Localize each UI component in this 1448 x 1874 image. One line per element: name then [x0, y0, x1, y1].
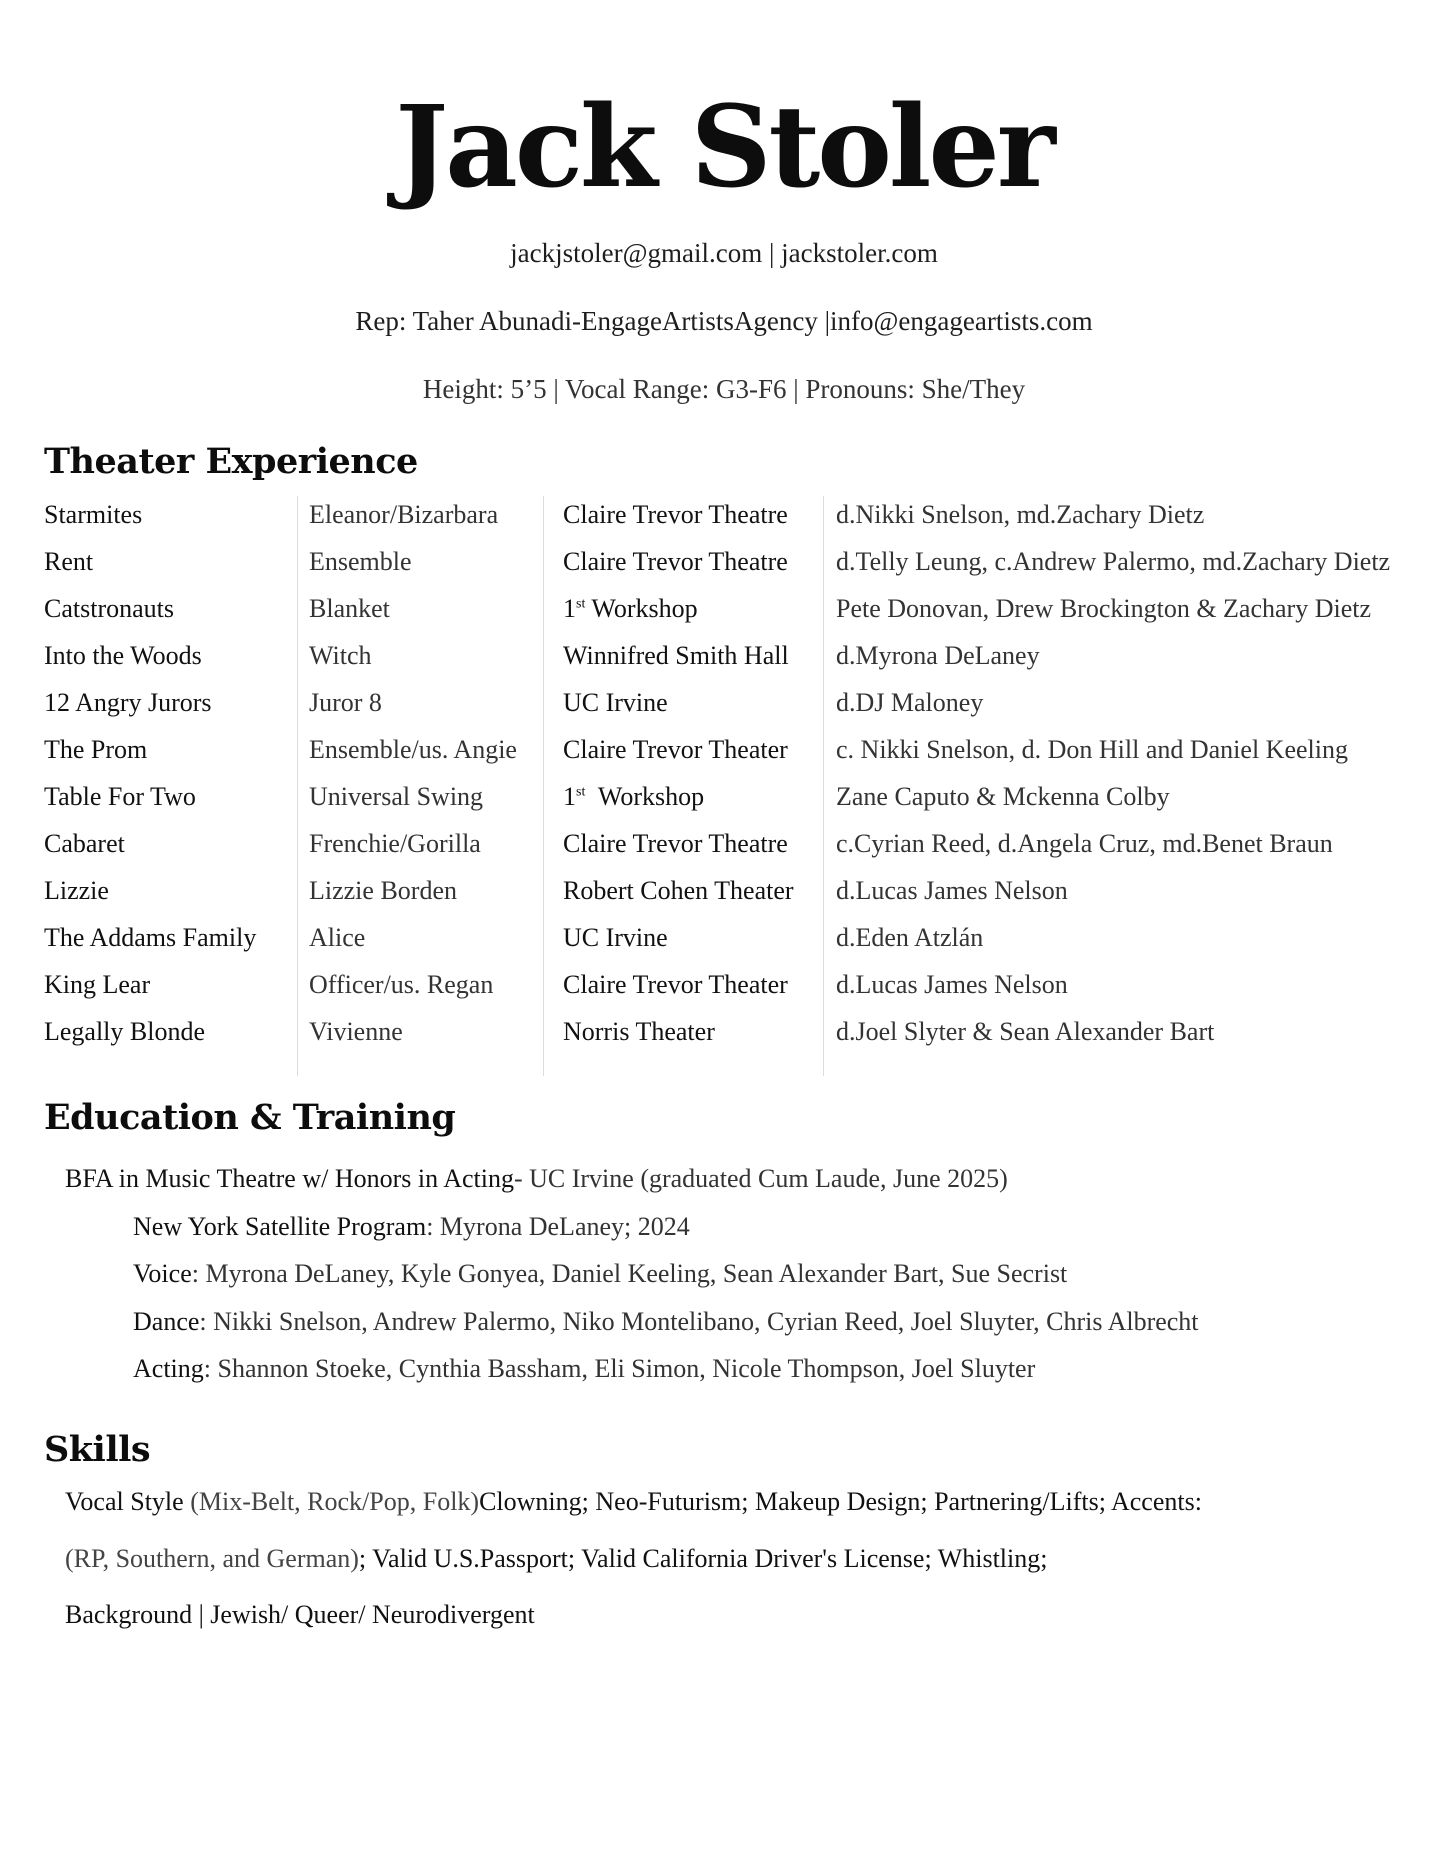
- skills-line: [65, 1489, 1202, 1515]
- training-label: Voice: [133, 1259, 192, 1288]
- creative-team: Zane Caputo & Mckenna Colby: [836, 782, 1170, 811]
- creative-team: d.Lucas James Nelson: [836, 876, 1068, 905]
- degree-label: BFA in Music Theatre w/ Honors in Acting: [65, 1164, 514, 1193]
- training-item: [133, 1261, 1067, 1287]
- role: Alice: [309, 923, 366, 952]
- venue-ordinal-suffix: st: [576, 784, 586, 800]
- table-row: [44, 731, 1434, 778]
- venue: UC Irvine: [563, 923, 668, 952]
- venue: Claire Trevor Theatre: [563, 547, 788, 576]
- venue: Robert Cohen Theater: [563, 876, 794, 905]
- table-row: [44, 637, 1434, 684]
- training-item: [133, 1356, 1035, 1382]
- creative-team: d.Nikki Snelson, md.Zachary Dietz: [836, 500, 1205, 529]
- table-row: [44, 919, 1434, 966]
- venue: Winnifred Smith Hall: [563, 641, 789, 670]
- show-title: Legally Blonde: [44, 1017, 206, 1046]
- venue: Claire Trevor Theater: [563, 970, 788, 999]
- skills-text: ; Valid U.S.Passport; Valid California Driver's License; Whistling;: [358, 1544, 1048, 1573]
- show-title: Into the Woods: [44, 641, 202, 670]
- creative-team: d.DJ Maloney: [836, 688, 984, 717]
- role: Lizzie Borden: [309, 876, 457, 905]
- creative-team: d.Joel Slyter & Sean Alexander Bart: [836, 1017, 1215, 1046]
- show-title: The Addams Family: [44, 923, 257, 952]
- show-title: Rent: [44, 547, 94, 576]
- venue-name: Workshop: [585, 782, 705, 811]
- table-row: [44, 778, 1434, 825]
- show-title: Starmites: [44, 500, 143, 529]
- role: Juror 8: [309, 688, 382, 717]
- table-row: [44, 966, 1434, 1013]
- venue: Norris Theater: [563, 1017, 715, 1046]
- venue: [563, 784, 704, 810]
- show-title: The Prom: [44, 735, 148, 764]
- venue-ordinal: 1: [563, 594, 576, 623]
- stats-line: Height: 5’5 | Vocal Range: G3-F6 | Pronouns: She/They: [422, 374, 1026, 404]
- training-text: : Shannon Stoeke, Cynthia Bassham, Eli Simon, Nicole Thompson, Joel Sluyter: [203, 1354, 1036, 1383]
- section-title-theater: Theater Experience: [44, 441, 418, 482]
- training-label: Dance: [133, 1307, 200, 1336]
- creative-team: c. Nikki Snelson, d. Don Hill and Daniel Keeling: [836, 735, 1348, 764]
- show-title: Lizzie: [44, 876, 109, 905]
- creative-team: d.Lucas James Nelson: [836, 970, 1068, 999]
- show-title: King Lear: [44, 970, 151, 999]
- degree-line: [65, 1166, 1008, 1192]
- rep-line: Rep: Taher Abunadi-EngageArtistsAgency |info@engageartists.com: [355, 306, 1093, 336]
- table-row: [44, 590, 1434, 637]
- skills-detail: (Mix-Belt, Rock/Pop, Folk): [183, 1487, 480, 1516]
- venue: Claire Trevor Theatre: [563, 829, 788, 858]
- venue: UC Irvine: [563, 688, 668, 717]
- creative-team: Pete Donovan, Drew Brockington & Zachary Dietz: [836, 594, 1372, 623]
- skills-line: [65, 1546, 1047, 1572]
- venue-ordinal-suffix: st: [576, 596, 586, 612]
- section-title-skills: Skills: [44, 1429, 151, 1470]
- table-row: [44, 496, 1434, 543]
- role: Witch: [309, 641, 372, 670]
- role: Ensemble/us. Angie: [309, 735, 517, 764]
- background-line: Background | Jewish/ Queer/ Neurodivergent: [65, 1600, 535, 1629]
- table-row: [44, 684, 1434, 731]
- skills-text: Clowning; Neo-Futurism; Makeup Design; Partnering/Lifts; Accents:: [479, 1487, 1202, 1516]
- venue-ordinal: 1: [563, 782, 576, 811]
- page-title: Jack Stoler: [395, 82, 1053, 213]
- creative-team: c.Cyrian Reed, d.Angela Cruz, md.Benet Braun: [836, 829, 1333, 858]
- table-row: [44, 872, 1434, 919]
- creative-team: d.Telly Leung, c.Andrew Palermo, md.Zachary Dietz: [836, 547, 1391, 576]
- show-title: Cabaret: [44, 829, 125, 858]
- table-row: [44, 543, 1434, 590]
- show-title: 12 Angry Jurors: [44, 688, 212, 717]
- training-item: [133, 1214, 690, 1240]
- show-title: Catstronauts: [44, 594, 174, 623]
- skills-label: Vocal Style: [65, 1487, 184, 1516]
- table-row: [44, 825, 1434, 872]
- role: Ensemble: [309, 547, 412, 576]
- role: Frenchie/Gorilla: [309, 829, 481, 858]
- role: Eleanor/Bizarbara: [309, 500, 499, 529]
- creative-team: d.Eden Atzlán: [836, 923, 984, 952]
- role: Universal Swing: [309, 782, 484, 811]
- degree-detail: - UC Irvine (graduated Cum Laude, June 2025): [513, 1164, 1008, 1193]
- training-item: [133, 1309, 1199, 1335]
- show-title: Table For Two: [44, 782, 196, 811]
- email-link[interactable]: jackjstoler@gmail.com: [510, 238, 763, 268]
- creative-team: d.Myrona DeLaney: [836, 641, 1040, 670]
- venue: Claire Trevor Theater: [563, 735, 788, 764]
- section-title-education: Education & Training: [44, 1097, 456, 1138]
- training-label: New York Satellite Program: [133, 1212, 427, 1241]
- role: Officer/us. Regan: [309, 970, 494, 999]
- role: Blanket: [309, 594, 390, 623]
- venue: [563, 596, 698, 622]
- training-text: : Myrona DeLaney; 2024: [426, 1212, 690, 1241]
- contact-separator: |: [768, 238, 775, 268]
- venue: Claire Trevor Theatre: [563, 500, 788, 529]
- role: Vivienne: [309, 1017, 403, 1046]
- table-row: [44, 1013, 1434, 1060]
- venue-name: Workshop: [585, 594, 698, 623]
- skills-detail: (RP, Southern, and German): [65, 1544, 359, 1573]
- website-link[interactable]: jackstoler.com: [781, 238, 938, 268]
- contact-line: [0, 240, 1448, 267]
- training-text: : Myrona DeLaney, Kyle Gonyea, Daniel Keeling, Sean Alexander Bart, Sue Secrist: [191, 1259, 1068, 1288]
- training-text: : Nikki Snelson, Andrew Palermo, Niko Montelibano, Cyrian Reed, Joel Sluyter, Chris Albrecht: [199, 1307, 1199, 1336]
- theater-credits-table: [44, 496, 1434, 1060]
- training-label: Acting: [133, 1354, 204, 1383]
